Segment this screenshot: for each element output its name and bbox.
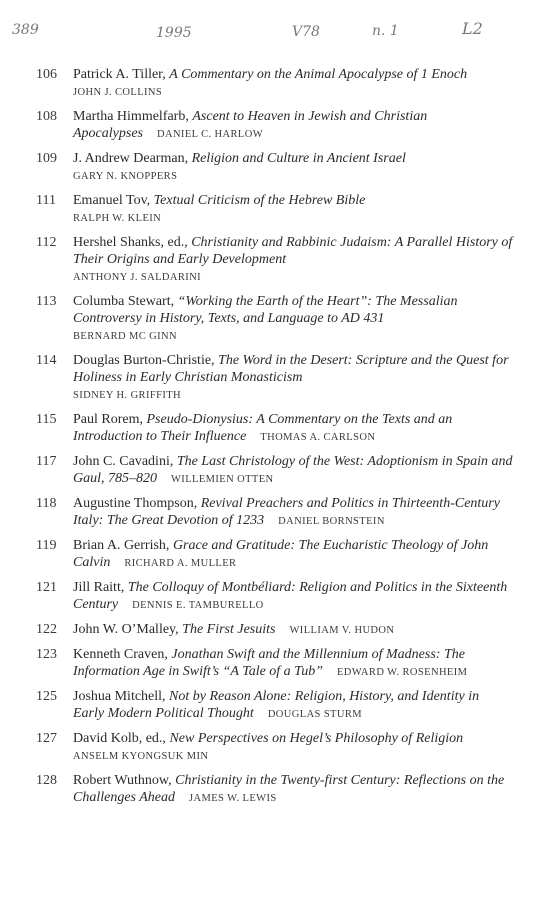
entry-text — [73, 537, 513, 572]
entry-text — [73, 411, 513, 446]
entry-text — [73, 495, 513, 530]
book-title: The Word in the Desert: Scripture and the Quest for Holiness in Early Christian Monasticism — [73, 353, 509, 385]
entry-text — [73, 192, 513, 227]
page-number: 121 — [36, 580, 57, 595]
page-number: 117 — [36, 454, 57, 469]
book-author: Martha Himmelfarb, — [73, 109, 193, 124]
book-author: Emanuel Tov, — [73, 193, 154, 208]
page-number: 108 — [36, 109, 57, 124]
entry-text — [73, 352, 513, 404]
reviewer-name: SIDNEY H. GRIFFITH — [73, 390, 182, 401]
reviewer-name: WILLEMIEN OTTEN — [171, 474, 274, 485]
reviewer-name: EDWARD W. ROSENHEIM — [336, 667, 468, 678]
book-author: Columba Stewart, — [73, 294, 178, 309]
page-number: 128 — [36, 773, 57, 788]
book-author: Brian A. Gerrish, — [73, 538, 173, 553]
book-title: The Last Christology of the West: Adoptionism in Spain and Gaul, 785–820 — [73, 454, 513, 486]
page-number: 125 — [36, 689, 57, 704]
page-number: 123 — [36, 647, 57, 662]
page-number: 118 — [36, 496, 57, 511]
book-title: Jonathan Swift and the Millennium of Madness: The Information Age in Swift’s “A Tale of a Tub” — [73, 647, 465, 679]
reviewer-name: WILLIAM V. HUDON — [289, 625, 395, 636]
book-author: Kenneth Craven, — [73, 647, 172, 662]
handwritten-note: V78 — [292, 24, 320, 40]
handwritten-note: L2 — [462, 19, 483, 38]
entry-text — [73, 579, 513, 614]
handwritten-note: n. 1 — [372, 23, 399, 39]
reviewer-name: DANIEL C. HARLOW — [156, 129, 264, 140]
book-title: Textual Criticism of the Hebrew Bible — [153, 193, 366, 208]
reviewer-name: JAMES W. LEWIS — [189, 793, 277, 804]
reviewer-name: DANIEL BORNSTEIN — [278, 516, 385, 527]
book-title: Revival Preachers and Politics in Thirteenth-Century Italy: The Great Devotion of 1233 — [73, 496, 500, 528]
page-number: 111 — [36, 193, 56, 208]
entry-text — [73, 646, 513, 681]
reviewer-name: BERNARD MC GINN — [73, 331, 178, 342]
handwritten-note: 389 — [12, 22, 39, 38]
entry-text — [73, 730, 513, 765]
page-number: 122 — [36, 622, 57, 637]
book-author: Douglas Burton-Christie, — [73, 353, 219, 368]
page-number: 127 — [36, 731, 57, 746]
book-author: Joshua Mitchell, — [73, 689, 170, 704]
entry-text — [73, 234, 513, 286]
book-author: Jill Raitt, — [73, 580, 128, 595]
handwritten-note: 1995 — [156, 25, 192, 41]
book-title: The Colloquy of Montbéliard: Religion and Politics in the Sixteenth Century — [73, 580, 508, 612]
page-number: 106 — [36, 67, 57, 82]
reviewer-name: JOHN J. COLLINS — [73, 87, 163, 98]
reviewer-name: ANSELM KYONGSUK MIN — [73, 751, 209, 762]
entry-text — [73, 293, 513, 345]
book-author: J. Andrew Dearman, — [73, 151, 192, 166]
book-author: John W. O’Malley, — [73, 622, 183, 637]
book-author: Robert Wuthnow, — [73, 773, 176, 788]
entry-text — [73, 150, 513, 185]
book-author: David Kolb, ed., — [73, 731, 170, 746]
page-number: 112 — [36, 235, 57, 250]
book-title: Not by Reason Alone: Religion, History, and Identity in Early Modern Political Thought — [73, 689, 480, 721]
book-author: Augustine Thompson, — [73, 496, 201, 511]
handwritten-annotations — [0, 14, 539, 44]
entry-text — [73, 108, 513, 143]
reviewer-name: DOUGLAS STURM — [267, 709, 362, 720]
reviewer-name: RALPH W. KLEIN — [73, 213, 162, 224]
book-title: The First Jesuits — [182, 622, 276, 637]
entry-text — [73, 688, 513, 723]
reviewer-name: THOMAS A. CARLSON — [260, 432, 376, 443]
page-number: 109 — [36, 151, 57, 166]
page-number: 115 — [36, 412, 57, 427]
book-author: Hershel Shanks, ed., — [73, 235, 192, 250]
page-number: 113 — [36, 294, 57, 309]
reviewer-name: ANTHONY J. SALDARINI — [73, 272, 202, 283]
page-number: 114 — [36, 353, 57, 368]
reviewer-name: GARY N. KNOPPERS — [73, 171, 178, 182]
reviewer-name: DENNIS E. TAMBURELLO — [132, 600, 264, 611]
book-author: Paul Rorem, — [73, 412, 147, 427]
entry-text — [73, 66, 513, 101]
entry-text — [73, 621, 513, 639]
book-title: Pseudo-Dionysius: A Commentary on the Texts and an Introduction to Their Influence — [73, 412, 453, 444]
book-title: A Commentary on the Animal Apocalypse of 1 Enoch — [169, 67, 468, 82]
entry-text — [73, 772, 513, 807]
book-title: New Perspectives on Hegel’s Philosophy of Religion — [169, 731, 464, 746]
book-title: Grace and Gratitude: The Eucharistic Theology of John Calvin — [73, 538, 489, 570]
book-title: “Working the Earth of the Heart”: The Messalian Controversy in History, Texts, and Language to AD 431 — [73, 294, 458, 326]
book-author: Patrick A. Tiller, — [73, 67, 170, 82]
book-title: Christianity in the Twenty-first Century: Reflections on the Challenges Ahead — [73, 773, 505, 805]
book-author: John C. Cavadini, — [73, 454, 177, 469]
book-title: Ascent to Heaven in Jewish and Christian Apocalypses — [73, 109, 428, 141]
entry-text — [73, 453, 513, 488]
page-number: 119 — [36, 538, 57, 553]
book-title: Christianity and Rabbinic Judaism: A Parallel History of Their Origins and Early Development — [73, 235, 513, 267]
book-title: Religion and Culture in Ancient Israel — [191, 151, 406, 166]
reviewer-name: RICHARD A. MULLER — [124, 558, 237, 569]
